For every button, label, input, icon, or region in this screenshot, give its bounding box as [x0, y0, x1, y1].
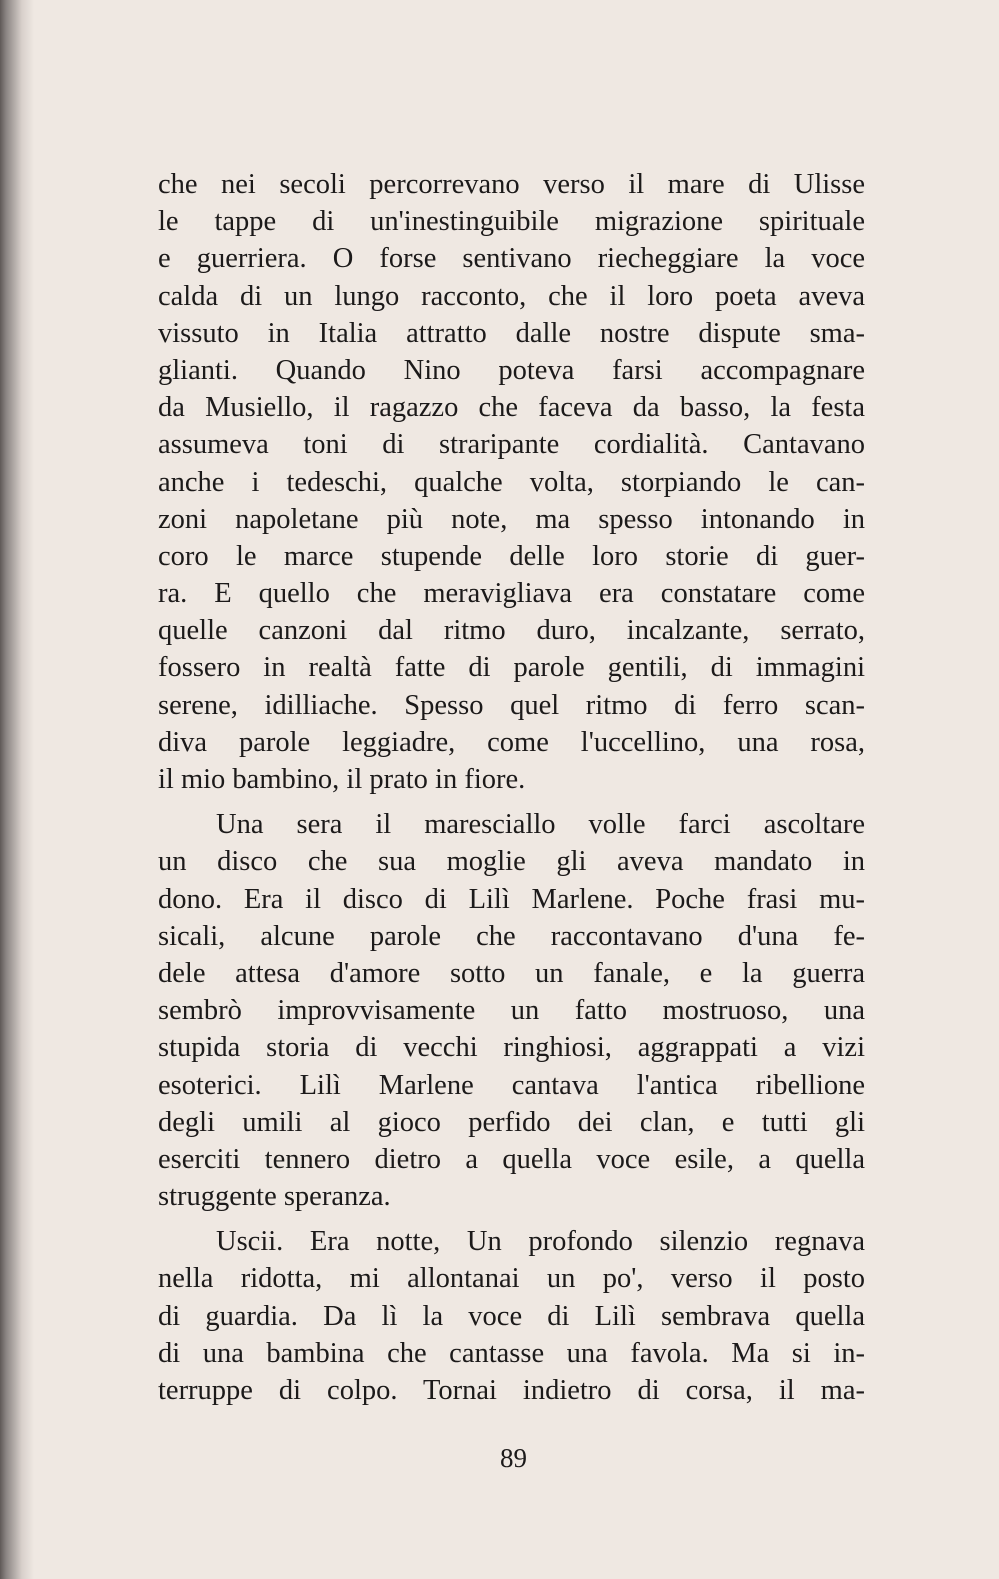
text-line: nella ridotta, mi allontanai un po', verso il posto [158, 1263, 865, 1295]
text-line: degli umili al gioco perfido dei clan, e tutti gli [158, 1106, 865, 1138]
text-line: eserciti tennero dietro a quella voce esile, a quella [158, 1143, 865, 1175]
text-line: Uscii. Era notte, Un profondo silenzio regnava [216, 1226, 865, 1258]
text-line: che nei secoli percorrevano verso il mare di Ulisse [158, 169, 865, 200]
text-line: zoni napoletane più note, ma spesso intonando in [158, 503, 865, 535]
text-line: esoterici. Lilì Marlene cantava l'antica ribellione [158, 1069, 865, 1101]
text-line: struggente speranza. [158, 1181, 391, 1213]
body-text [158, 166, 865, 1409]
text-line: e guerriera. O forse sentivano riecheggiare la voce [158, 243, 865, 275]
paragraph [158, 806, 865, 1215]
text-line: diva parole leggiadre, come l'uccellino, una rosa, [158, 726, 865, 758]
text-line: glianti. Quando Nino poteva farsi accompagnare [158, 354, 865, 386]
page-number: 89 [500, 1443, 527, 1473]
text-line: assumeva toni di straripante cordialità. Cantavano [158, 429, 865, 461]
text-line: anche i tedeschi, qualche volta, storpiando le can- [158, 466, 865, 498]
text-line: vissuto in Italia attratto dalle nostre dispute sma- [158, 317, 865, 349]
text-line: ra. E quello che meravigliava era constatare come [158, 578, 865, 610]
text-line: fossero in realtà fatte di parole gentili, di immagini [158, 652, 865, 684]
text-line: calda di un lungo racconto, che il loro poeta aveva [158, 280, 865, 312]
text-line: Una sera il maresciallo volle farci ascoltare [216, 809, 865, 841]
text-line: il mio bambino, il prato in fiore. [158, 764, 526, 795]
text-line: dono. Era il disco di Lilì Marlene. Poche frasi mu- [158, 883, 865, 915]
text-line: stupida storia di vecchi ringhiosi, aggrappati a vizi [158, 1032, 865, 1064]
paragraph [158, 166, 865, 798]
text-line: quelle canzoni dal ritmo duro, incalzante, serrato, [158, 615, 865, 647]
text-line: serene, idilliache. Spesso quel ritmo di ferro scan- [158, 689, 865, 721]
binding-shadow [0, 0, 34, 1579]
paragraph [158, 1223, 865, 1409]
text-line: di una bambina che cantasse una favola. Ma si in- [158, 1337, 865, 1369]
text-line: terruppe di colpo. Tornai indietro di corsa, il ma- [158, 1375, 865, 1406]
text-line: dele attesa d'amore sotto un fanale, e la guerra [158, 957, 865, 989]
text-line: coro le marce stupende delle loro storie di guer- [158, 540, 865, 572]
text-line: sembrò improvvisamente un fatto mostruoso, una [158, 995, 865, 1027]
text-line: da Musiello, il ragazzo che faceva da basso, la festa [158, 392, 865, 424]
text-line: le tappe di un'inestinguibile migrazione spirituale [158, 206, 865, 238]
text-line: un disco che sua moglie gli aveva mandato in [158, 846, 865, 878]
text-line: di guardia. Da lì la voce di Lilì sembrava quella [158, 1300, 865, 1332]
text-line: sicali, alcune parole che raccontavano d'una fe- [158, 920, 865, 952]
